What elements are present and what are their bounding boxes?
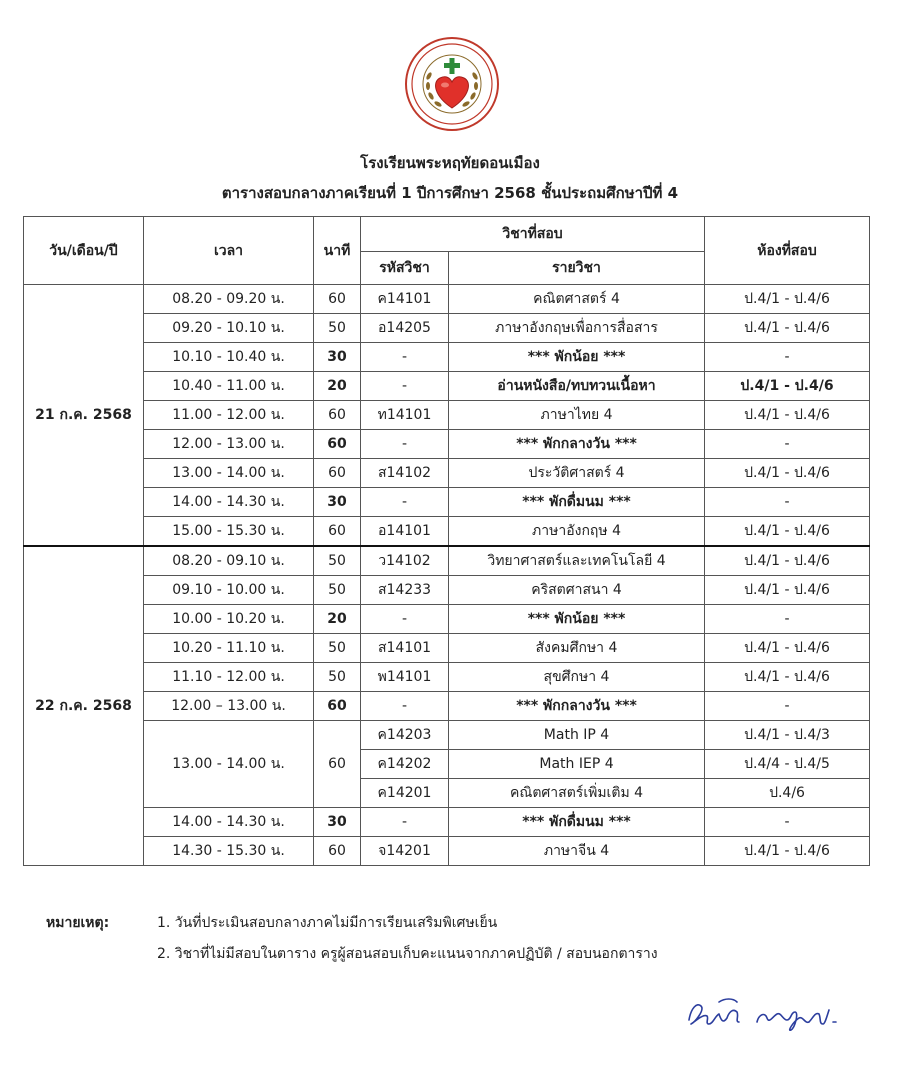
subject-cell: สังคมศึกษา 4 (449, 634, 705, 663)
subject-cell: ภาษาไทย 4 (449, 401, 705, 430)
minutes-cell: 50 (314, 634, 361, 663)
code-cell: อ14101 (361, 517, 449, 547)
minutes-cell: 30 (314, 488, 361, 517)
subject-cell: ภาษาจีน 4 (449, 837, 705, 866)
table-row (24, 692, 870, 721)
subject-cell: คณิตศาสตร์ 4 (449, 285, 705, 314)
table-row (24, 314, 870, 343)
time-cell: 14.30 - 15.30 น. (144, 837, 314, 866)
time-cell: 15.00 - 15.30 น. (144, 517, 314, 547)
time-cell: 13.00 - 14.00 น. (144, 721, 314, 808)
exam-schedule-table (23, 216, 870, 866)
code-cell: - (361, 372, 449, 401)
room-cell: ป.4/4 - ป.4/5 (705, 750, 870, 779)
table-row (24, 663, 870, 692)
room-cell: ป.4/1 - ป.4/6 (705, 634, 870, 663)
subject-cell: *** พักน้อย *** (449, 343, 705, 372)
table-row (24, 605, 870, 634)
code-cell: ส14102 (361, 459, 449, 488)
room-cell: ป.4/1 - ป.4/6 (705, 837, 870, 866)
time-cell: 14.00 - 14.30 น. (144, 808, 314, 837)
subject-cell: ประวัติศาสตร์ 4 (449, 459, 705, 488)
room-cell: - (705, 605, 870, 634)
table-row (24, 401, 870, 430)
code-cell: ส14101 (361, 634, 449, 663)
code-cell: อ14205 (361, 314, 449, 343)
table-row (24, 837, 870, 866)
time-cell: 10.10 - 10.40 น. (144, 343, 314, 372)
room-cell: - (705, 692, 870, 721)
minutes-cell: 60 (314, 430, 361, 459)
code-cell: จ14201 (361, 837, 449, 866)
subject-cell: *** พักดื่มนม *** (449, 488, 705, 517)
time-cell: 12.00 - 13.00 น. (144, 430, 314, 459)
code-cell: - (361, 605, 449, 634)
code-cell: ค14202 (361, 750, 449, 779)
room-cell: ป.4/1 - ป.4/6 (705, 459, 870, 488)
table-row (24, 546, 870, 576)
code-cell: ค14201 (361, 779, 449, 808)
exam-date-cell: 21 ก.ค. 2568 (24, 285, 144, 547)
minutes-cell: 20 (314, 372, 361, 401)
table-row (24, 459, 870, 488)
table-row (24, 634, 870, 663)
subject-cell: *** พักกลางวัน *** (449, 430, 705, 459)
code-cell: - (361, 343, 449, 372)
note-item: 1. วันที่ประเมินสอบกลางภาคไม่มีการเรียนเสริมพิเศษเย็น (157, 915, 498, 931)
subject-cell: วิทยาศาสตร์และเทคโนโลยี 4 (449, 546, 705, 576)
minutes-cell: 60 (314, 692, 361, 721)
subject-cell: Math IEP 4 (449, 750, 705, 779)
time-cell: 14.00 - 14.30 น. (144, 488, 314, 517)
time-cell: 11.00 - 12.00 น. (144, 401, 314, 430)
subject-cell: *** พักกลางวัน *** (449, 692, 705, 721)
room-cell: ป.4/1 - ป.4/6 (705, 517, 870, 547)
time-cell: 08.20 - 09.10 น. (144, 546, 314, 576)
room-cell: ป.4/6 (705, 779, 870, 808)
minutes-cell: 30 (314, 808, 361, 837)
col-header-subject-group: วิชาที่สอบ (361, 217, 705, 252)
room-cell: ป.4/1 - ป.4/3 (705, 721, 870, 750)
minutes-cell: 50 (314, 314, 361, 343)
school-name: โรงเรียนพระหฤทัยดอนเมือง (360, 154, 540, 172)
time-cell: 13.00 - 14.00 น. (144, 459, 314, 488)
room-cell: - (705, 430, 870, 459)
minutes-cell: 60 (314, 837, 361, 866)
table-row (24, 576, 870, 605)
table-row (24, 430, 870, 459)
subject-cell: อ่านหนังสือ/ทบทวนเนื้อหา (449, 372, 705, 401)
room-cell: ป.4/1 - ป.4/6 (705, 401, 870, 430)
minutes-cell: 30 (314, 343, 361, 372)
code-cell: - (361, 488, 449, 517)
table-row (24, 343, 870, 372)
minutes-cell: 60 (314, 517, 361, 547)
note-item: 2. วิชาที่ไม่มีสอบในตาราง ครูผู้สอนสอบเก็บคะแนนจากภาคปฏิบัติ / สอบนอกตาราง (157, 946, 658, 962)
col-header-room: ห้องที่สอบ (705, 217, 870, 285)
time-cell: 10.40 - 11.00 น. (144, 372, 314, 401)
col-header-minutes: นาที (314, 217, 361, 285)
code-cell: ท14101 (361, 401, 449, 430)
time-cell: 10.20 - 11.10 น. (144, 634, 314, 663)
subject-cell: Math IP 4 (449, 721, 705, 750)
minutes-cell: 50 (314, 546, 361, 576)
room-cell: ป.4/1 - ป.4/6 (705, 285, 870, 314)
table-row (24, 372, 870, 401)
time-cell: 08.20 - 09.20 น. (144, 285, 314, 314)
minutes-cell: 60 (314, 721, 361, 808)
table-row (24, 721, 870, 750)
subject-cell: *** พักน้อย *** (449, 605, 705, 634)
col-header-date: วัน/เดือน/ปี (24, 217, 144, 285)
subject-cell: *** พักดื่มนม *** (449, 808, 705, 837)
code-cell: ส14233 (361, 576, 449, 605)
subject-cell: สุขศึกษา 4 (449, 663, 705, 692)
room-cell: ป.4/1 - ป.4/6 (705, 663, 870, 692)
code-cell: ค14203 (361, 721, 449, 750)
code-cell: ค14101 (361, 285, 449, 314)
subject-cell: คริสตศาสนา 4 (449, 576, 705, 605)
time-cell: 10.00 - 10.20 น. (144, 605, 314, 634)
table-row (24, 488, 870, 517)
exam-date-cell: 22 ก.ค. 2568 (24, 546, 144, 866)
code-cell: พ14101 (361, 663, 449, 692)
minutes-cell: 20 (314, 605, 361, 634)
minutes-cell: 60 (314, 459, 361, 488)
handwritten-signature (683, 994, 853, 1034)
minutes-cell: 50 (314, 576, 361, 605)
minutes-cell: 60 (314, 285, 361, 314)
school-crest-heart-icon (404, 36, 500, 132)
time-cell: 09.20 - 10.10 น. (144, 314, 314, 343)
code-cell: - (361, 430, 449, 459)
code-cell: - (361, 692, 449, 721)
time-cell: 09.10 - 10.00 น. (144, 576, 314, 605)
room-cell: - (705, 343, 870, 372)
table-row (24, 517, 870, 547)
col-header-code: รหัสวิชา (361, 252, 449, 285)
subject-cell: ภาษาอังกฤษ 4 (449, 517, 705, 547)
room-cell: ป.4/1 - ป.4/6 (705, 314, 870, 343)
notes-label: หมายเหตุ: (46, 915, 110, 931)
room-cell: ป.4/1 - ป.4/6 (705, 546, 870, 576)
code-cell: - (361, 808, 449, 837)
minutes-cell: 60 (314, 401, 361, 430)
subject-cell: ภาษาอังกฤษเพื่อการสื่อสาร (449, 314, 705, 343)
room-cell: ป.4/1 - ป.4/6 (705, 576, 870, 605)
room-cell: ป.4/1 - ป.4/6 (705, 372, 870, 401)
col-header-time: เวลา (144, 217, 314, 285)
table-row (24, 808, 870, 837)
col-header-subject: รายวิชา (449, 252, 705, 285)
code-cell: ว14102 (361, 546, 449, 576)
room-cell: - (705, 488, 870, 517)
table-row (24, 285, 870, 314)
time-cell: 11.10 - 12.00 น. (144, 663, 314, 692)
room-cell: - (705, 808, 870, 837)
minutes-cell: 50 (314, 663, 361, 692)
subject-cell: คณิตศาสตร์เพิ่มเติม 4 (449, 779, 705, 808)
exam-schedule-title: ตารางสอบกลางภาคเรียนที่ 1 ปีการศึกษา 2568 ชั้นประถมศึกษาปีที่ 4 (221, 184, 679, 202)
time-cell: 12.00 – 13.00 น. (144, 692, 314, 721)
